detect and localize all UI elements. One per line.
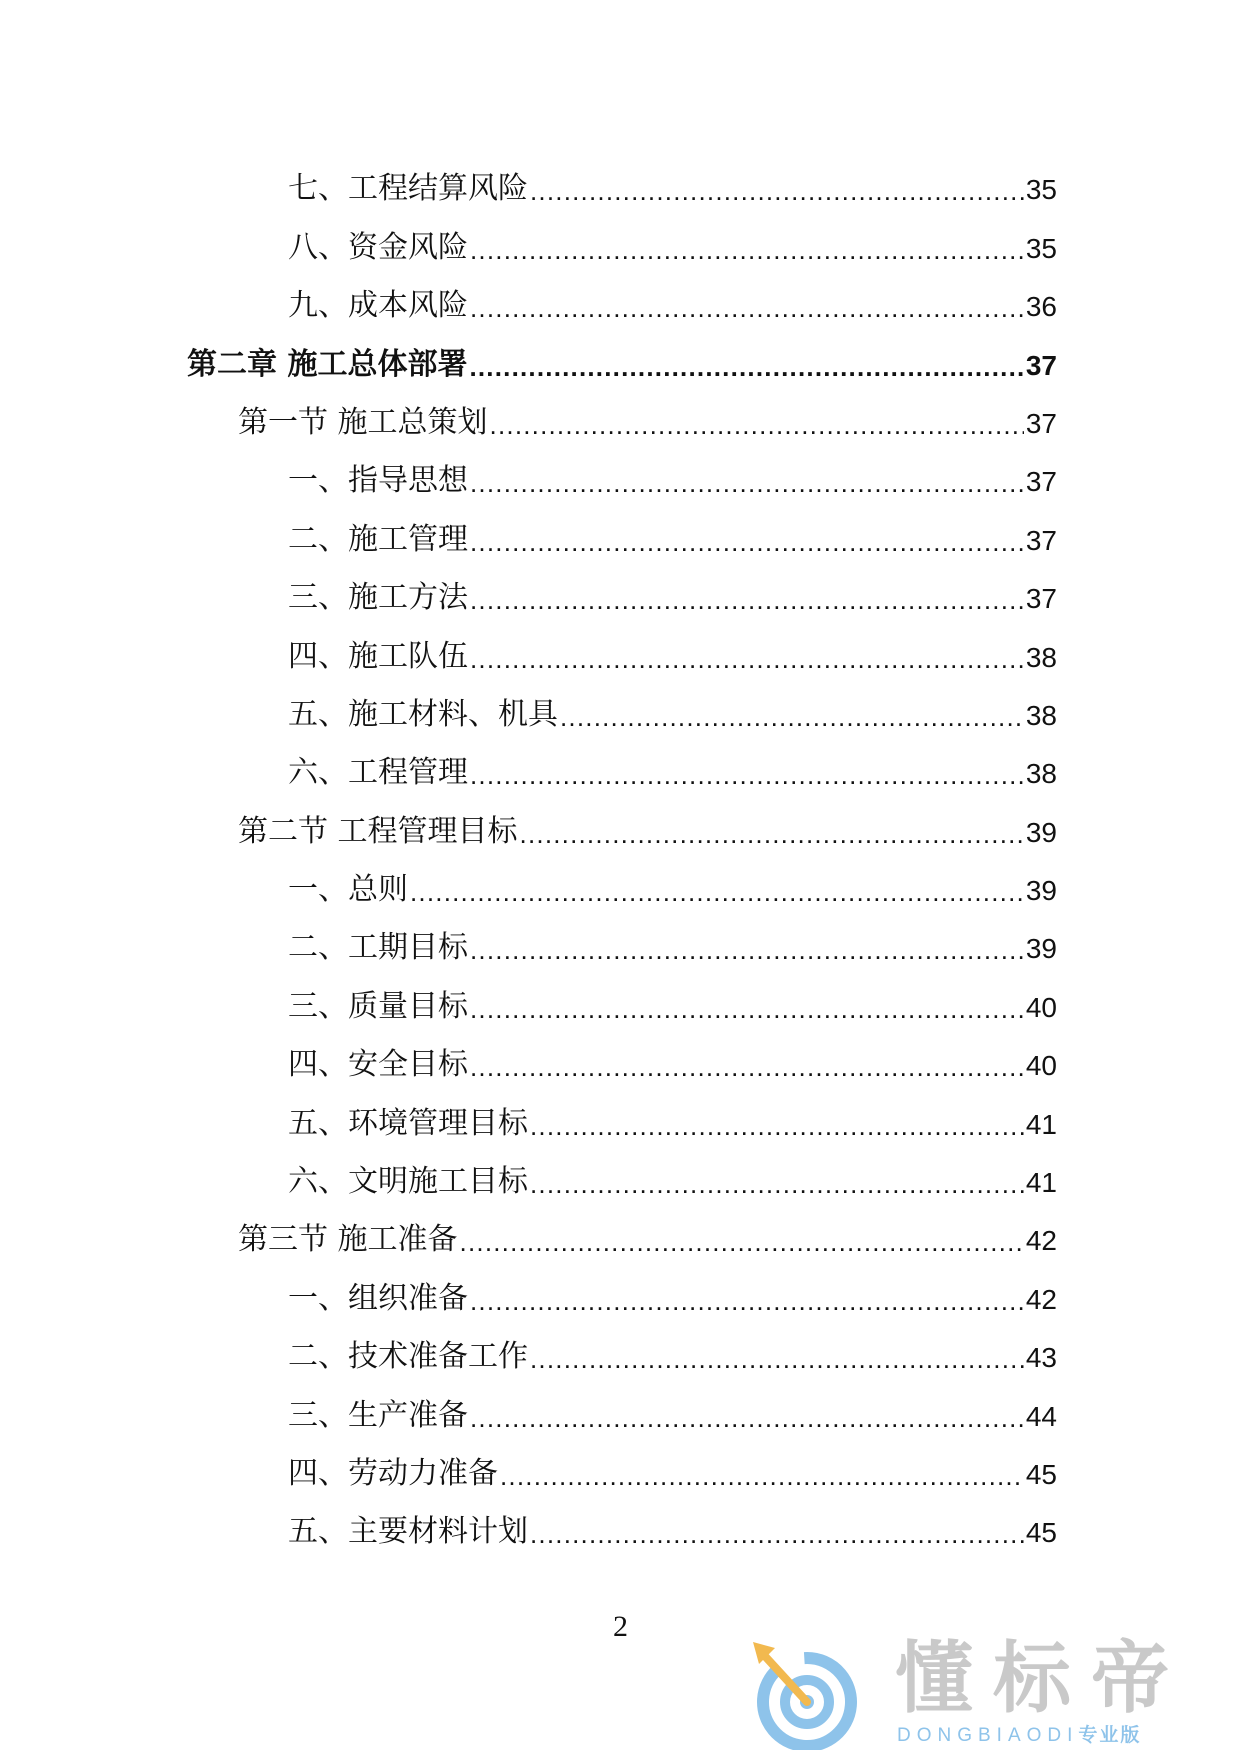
toc-entry-page: 45: [1025, 1458, 1057, 1490]
toc-dot-leader: [410, 879, 1024, 905]
toc-entry[interactable]: [0, 1090, 1241, 1148]
toc-entry[interactable]: [0, 331, 1241, 389]
toc-entry-page: 42: [1025, 1225, 1057, 1257]
toc-entry-page: 37: [1025, 583, 1057, 615]
toc-dot-leader: [470, 937, 1024, 963]
toc-entry-label: 四、安全目标: [288, 1047, 468, 1083]
toc-entry-label: 三、生产准备: [288, 1397, 468, 1433]
toc-entry-page: 36: [1025, 291, 1057, 323]
toc-entry[interactable]: [0, 973, 1241, 1031]
toc-entry-label: 七、工程结算风险: [288, 171, 528, 207]
toc-entry[interactable]: [0, 740, 1241, 798]
toc-entry[interactable]: [0, 156, 1241, 214]
toc-dot-leader: [470, 587, 1024, 613]
toc-dot-leader: [530, 1521, 1024, 1547]
target-arrow-icon: [745, 1638, 875, 1750]
watermark: [745, 1634, 1225, 1750]
page-number: 2: [613, 1610, 628, 1643]
toc-entry-label: 二、工期目标: [288, 930, 468, 966]
toc-entry-label: 六、文明施工目标: [288, 1164, 528, 1200]
toc-entry[interactable]: [0, 448, 1241, 506]
toc-entry-page: 37: [1025, 407, 1057, 439]
toc-entry[interactable]: [0, 1441, 1241, 1499]
toc-entry-page: 35: [1025, 232, 1057, 264]
toc-entry[interactable]: [0, 565, 1241, 623]
toc-dot-leader: [500, 1463, 1024, 1489]
toc-entry-page: 40: [1025, 991, 1057, 1023]
toc-entry[interactable]: [0, 1032, 1241, 1090]
toc-entry[interactable]: [0, 1149, 1241, 1207]
toc-entry-label: 五、主要材料计划: [288, 1514, 528, 1550]
toc-entry[interactable]: [0, 682, 1241, 740]
watermark-tag: 专业版: [1078, 1724, 1142, 1746]
toc-dot-leader: [460, 1229, 1024, 1255]
toc-entry-label: 九、成本风险: [288, 288, 468, 324]
toc-entry-page: 37: [1025, 524, 1057, 556]
toc-entry-label: 一、指导思想: [288, 463, 468, 499]
toc-dot-leader: [469, 354, 1023, 380]
toc-entry-label: 五、环境管理目标: [288, 1105, 528, 1141]
toc-entry[interactable]: [0, 1207, 1241, 1265]
toc-entry-label: 第二节 工程管理目标: [238, 813, 518, 849]
toc-dot-leader: [490, 412, 1024, 438]
toc-entry-page: 45: [1025, 1517, 1057, 1549]
toc-entry-label: 第一节 施工总策划: [238, 404, 488, 440]
toc-dot-leader: [530, 1346, 1024, 1372]
toc-dot-leader: [470, 996, 1024, 1022]
toc-entry-page: 40: [1025, 1050, 1057, 1082]
toc-entry[interactable]: [0, 623, 1241, 681]
toc-entry-page: 44: [1025, 1400, 1057, 1432]
toc-entry-page: 37: [1025, 466, 1057, 498]
toc-entry-page: 39: [1025, 933, 1057, 965]
toc-entry-label: 二、技术准备工作: [288, 1339, 528, 1375]
toc-dot-leader: [530, 1113, 1024, 1139]
toc-entry-label: 第三节 施工准备: [238, 1222, 458, 1258]
toc-entry[interactable]: [0, 214, 1241, 272]
toc-entry-label: 六、工程管理: [288, 755, 468, 791]
toc-dot-leader: [470, 762, 1024, 788]
toc-dot-leader: [520, 821, 1024, 847]
toc-entry-label: 四、劳动力准备: [288, 1455, 498, 1491]
toc-dot-leader: [470, 1405, 1024, 1431]
toc-dot-leader: [470, 295, 1024, 321]
toc-dot-leader: [470, 646, 1024, 672]
toc-dot-leader: [530, 178, 1024, 204]
toc-dot-leader: [470, 529, 1024, 555]
toc-entry-page: 41: [1025, 1108, 1057, 1140]
toc-entry-page: 38: [1025, 641, 1057, 673]
watermark-latin: DONGBIAODI: [897, 1725, 1079, 1746]
toc-entry[interactable]: [0, 915, 1241, 973]
toc-entry[interactable]: [0, 1499, 1241, 1557]
toc-entry-label: 八、资金风险: [288, 229, 468, 265]
toc-dot-leader: [530, 1171, 1024, 1197]
toc-entry-label: 四、施工队伍: [288, 638, 468, 674]
toc-entry-page: 42: [1025, 1283, 1057, 1315]
toc-entry-label: 五、施工材料、机具: [288, 696, 558, 732]
toc-entry-label: 一、总则: [288, 872, 408, 908]
watermark-brand: 懂标帝: [895, 1634, 1190, 1724]
toc-entry[interactable]: [0, 798, 1241, 856]
toc-entry[interactable]: [0, 273, 1241, 331]
toc-dot-leader: [470, 470, 1024, 496]
toc-entry-label: 三、质量目标: [288, 988, 468, 1024]
toc-entry-page: 38: [1025, 758, 1057, 790]
toc-entry-label: 第二章 施工总体部署: [187, 346, 468, 382]
toc-dot-leader: [470, 1054, 1024, 1080]
watermark-subtitle: [897, 1726, 1141, 1745]
toc-entry[interactable]: [0, 1324, 1241, 1382]
toc-entry-page: 38: [1025, 699, 1057, 731]
toc-entry-label: 二、施工管理: [288, 521, 468, 557]
toc-entry-page: 43: [1025, 1342, 1057, 1374]
toc-dot-leader: [560, 704, 1024, 730]
toc-entry[interactable]: [0, 506, 1241, 564]
toc-dot-leader: [470, 237, 1024, 263]
toc-dot-leader: [470, 1288, 1024, 1314]
toc-entry[interactable]: [0, 1382, 1241, 1440]
toc-entry-label: 三、施工方法: [288, 580, 468, 616]
toc-entry-page: 35: [1025, 174, 1057, 206]
toc-entry-page: 37: [1025, 349, 1057, 381]
toc-entry-label: 一、组织准备: [288, 1280, 468, 1316]
toc-entry[interactable]: [0, 857, 1241, 915]
toc-entry-page: 41: [1025, 1167, 1057, 1199]
toc-entry[interactable]: [0, 390, 1241, 448]
toc-entry[interactable]: [0, 1265, 1241, 1323]
toc-entry-page: 39: [1025, 875, 1057, 907]
toc-entry-page: 39: [1025, 816, 1057, 848]
table-of-contents: [0, 156, 1241, 1557]
